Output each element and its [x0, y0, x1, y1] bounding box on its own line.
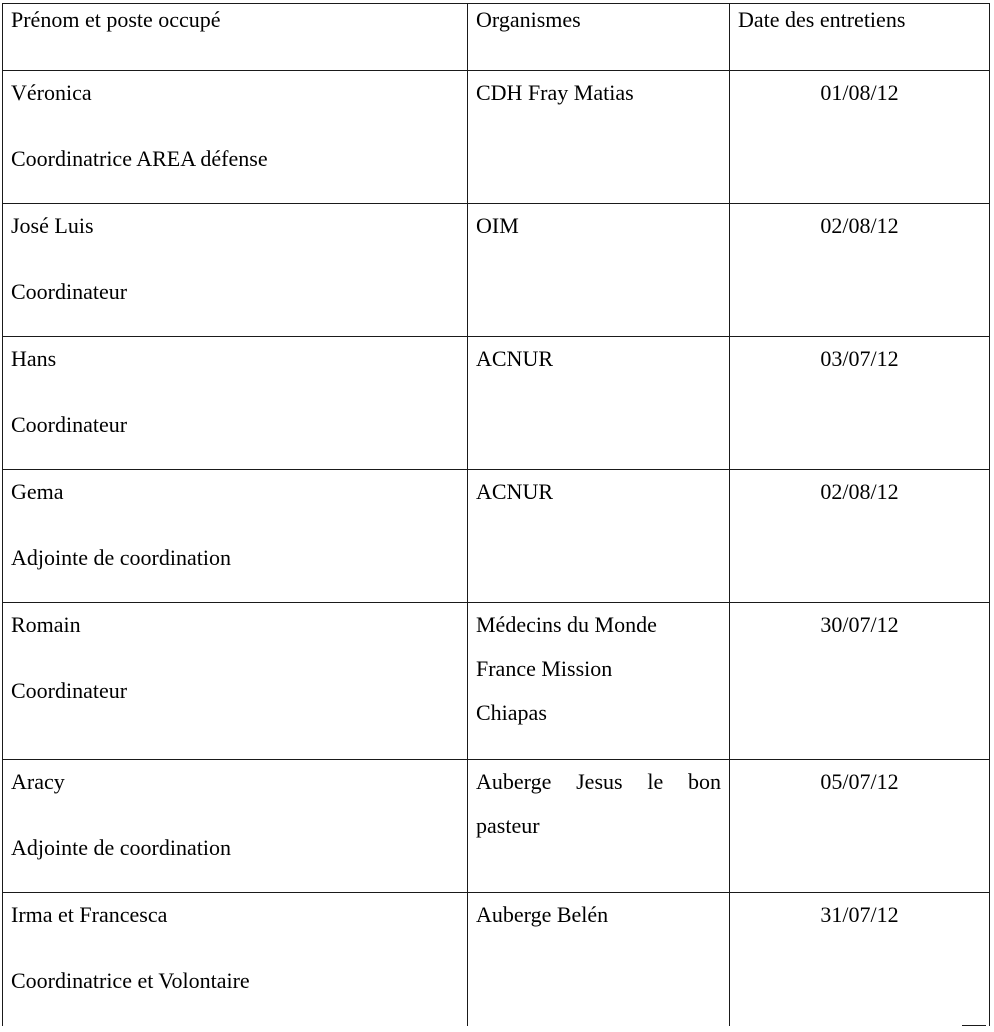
cell-date: [730, 337, 990, 470]
table-row: [3, 470, 990, 603]
cell-name-role: [3, 760, 468, 893]
interview-date: 31/07/12: [820, 902, 899, 927]
interview-date: 30/07/12: [820, 612, 899, 637]
cell-organisation: [468, 470, 730, 603]
person-name: Irma et Francesca: [11, 902, 168, 927]
table-row: [3, 893, 990, 1026]
cell-organisation: [468, 71, 730, 204]
person-name: Romain: [11, 612, 81, 637]
table-row: [3, 204, 990, 337]
cell-name-role: [3, 893, 468, 1026]
interview-date: 05/07/12: [820, 769, 899, 794]
table-header-row: [3, 4, 990, 71]
person-role: Coordinatrice AREA défense: [11, 146, 268, 171]
cell-organisation: [468, 204, 730, 337]
cell-name-role: [3, 603, 468, 760]
organisation-line: France Mission: [476, 656, 613, 681]
cell-organisation: [468, 893, 730, 1026]
cell-date: [730, 470, 990, 603]
organisation-line: Auberge Belén: [476, 902, 609, 927]
organisation-line: ACNUR: [476, 346, 554, 371]
cell-date: [730, 893, 990, 1026]
organisation-line: pasteur: [476, 813, 540, 838]
organisation-line: Chiapas: [476, 700, 547, 725]
cell-organisation: [468, 603, 730, 760]
interview-date: 02/08/12: [820, 213, 899, 238]
table-row: [3, 760, 990, 893]
person-role: Coordinateur: [11, 678, 128, 703]
cell-name-role: [3, 337, 468, 470]
organisation-line: Auberge Jesus le bon: [476, 769, 721, 794]
cell-organisation: [468, 337, 730, 470]
table-row: [3, 71, 990, 204]
interview-date: 03/07/12: [820, 346, 899, 371]
organisation-line: Médecins du Monde: [476, 612, 657, 637]
cell-date: [730, 71, 990, 204]
person-name: Gema: [11, 479, 64, 504]
header-name-role: [3, 4, 468, 71]
cell-name-role: [3, 71, 468, 204]
person-role: Adjointe de coordination: [11, 545, 231, 570]
organisation-line: OIM: [476, 213, 519, 238]
header-dates: [730, 4, 990, 71]
cell-date: [730, 760, 990, 893]
person-role: Adjointe de coordination: [11, 835, 231, 860]
organisation-line: CDH Fray Matias: [476, 80, 634, 105]
interviews-table: [2, 3, 990, 1026]
person-name: Aracy: [11, 769, 65, 794]
page-edge-mark: [962, 1025, 986, 1026]
person-name: José Luis: [11, 213, 94, 238]
person-role: Coordinatrice et Volontaire: [11, 968, 250, 993]
cell-organisation: [468, 760, 730, 893]
cell-date: [730, 204, 990, 337]
cell-name-role: [3, 204, 468, 337]
person-name: Hans: [11, 346, 57, 371]
person-role: Coordinateur: [11, 412, 128, 437]
interview-date: 01/08/12: [820, 80, 899, 105]
header-label: Prénom et poste occupé: [11, 7, 221, 32]
person-name: Véronica: [11, 80, 92, 105]
organisation-line: ACNUR: [476, 479, 554, 504]
header-label: Date des entretiens: [738, 7, 906, 32]
table-row: [3, 603, 990, 760]
header-label: Organismes: [476, 7, 581, 32]
person-role: Coordinateur: [11, 279, 128, 304]
header-organisations: [468, 4, 730, 71]
cell-name-role: [3, 470, 468, 603]
table-row: [3, 337, 990, 470]
interview-date: 02/08/12: [820, 479, 899, 504]
cell-date: [730, 603, 990, 760]
